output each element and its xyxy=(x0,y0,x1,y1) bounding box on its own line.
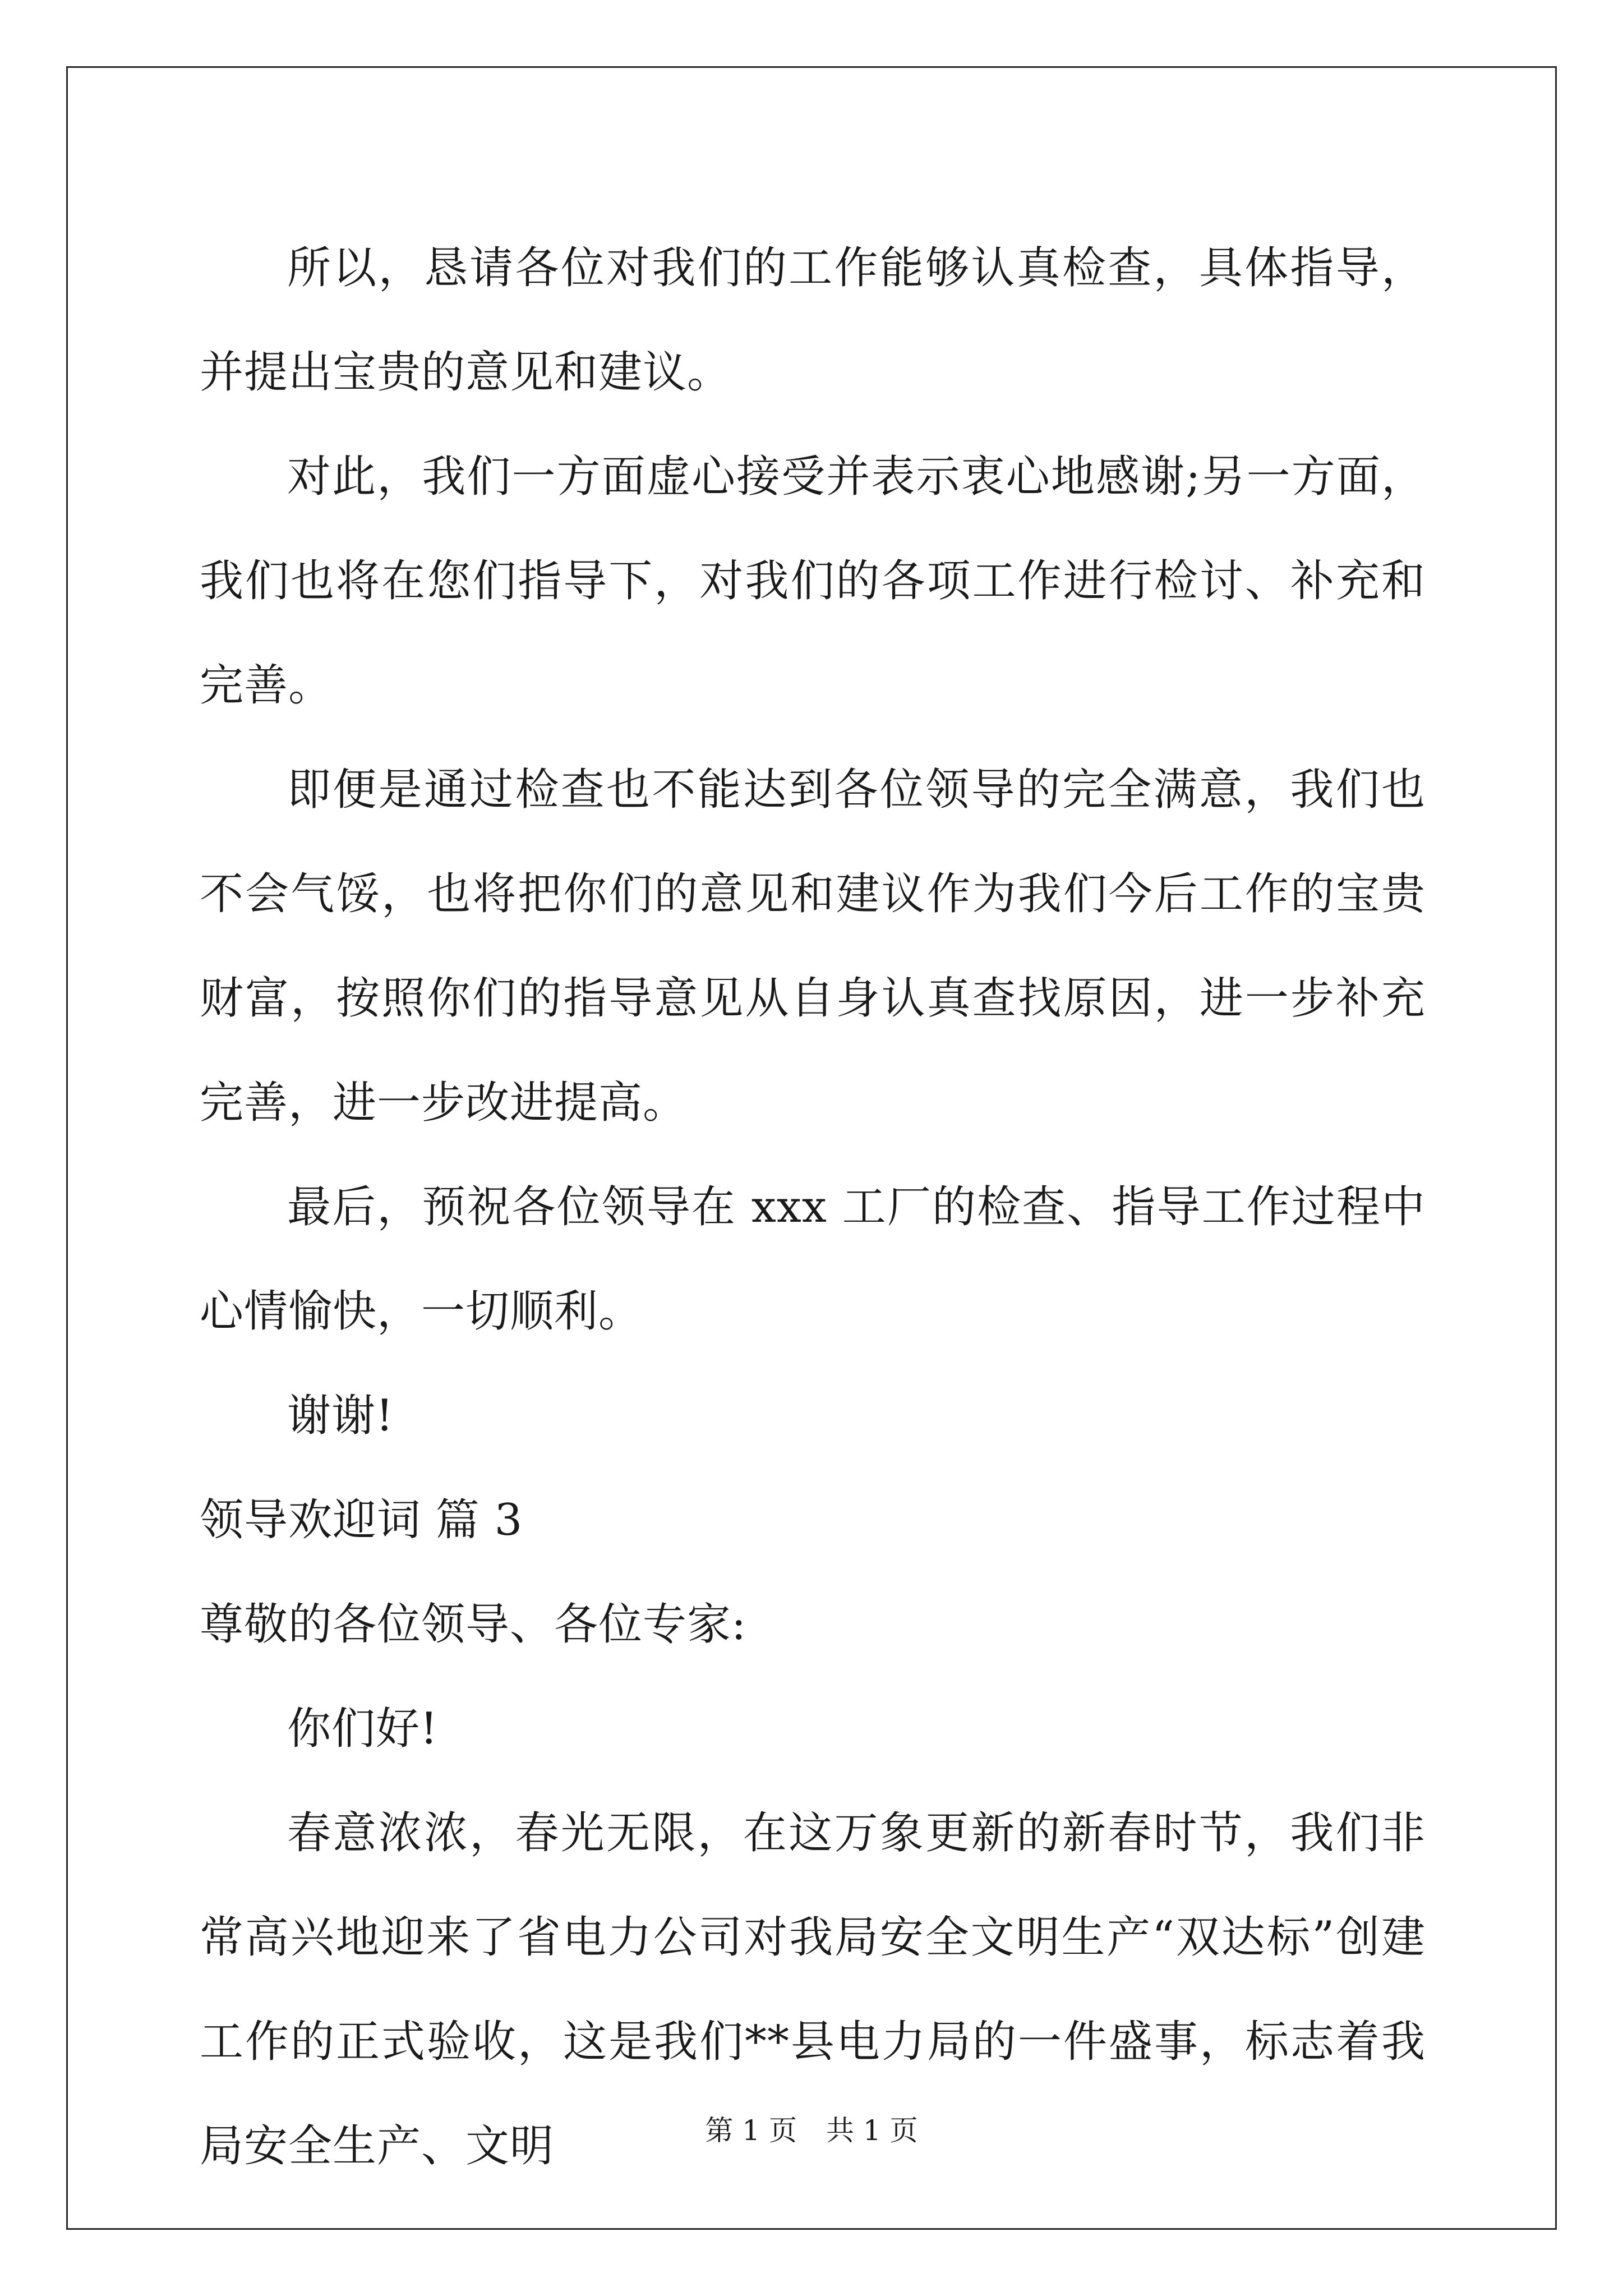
paragraph: 谢谢! xyxy=(287,1391,394,1441)
page-footer xyxy=(0,2108,1623,2148)
paragraph: 对此，我们一方面虚心接受并表示衷心地感谢;另一方面，我们也将在您们指导下，对我们的各项工作进行检讨、补充和完善。 xyxy=(200,452,1426,711)
salutation: 尊敬的各位领导、各位专家: xyxy=(200,1599,747,1650)
document-body xyxy=(200,216,1426,2198)
paragraph: 即便是通过检查也不能达到各位领导的完全满意，我们也不会气馁，也将把你们的意见和建议作为我们今后工作的宝贵财富，按照你们的指导意见从自身认真查找原因，进一步补充完善，进一步改进提高。 xyxy=(200,765,1426,1128)
paragraph: 春意浓浓，春光无限，在这万象更新的新春时节，我们非常高兴地迎来了省电力公司对我局安全文明生产“双达标”创建工作的正式验收，这是我们**县电力局的一件盛事，标志着我局安全生产、文明 xyxy=(200,1808,1426,2171)
greeting: 你们好! xyxy=(287,1704,439,1754)
paragraph: 最后，预祝各位领导在 xxx 工厂的检查、指导工作过程中心情愉快，一切顺利。 xyxy=(200,1182,1426,1337)
section-heading: 领导欢迎词 篇 3 xyxy=(200,1495,523,1545)
paragraph: 所以，恳请各位对我们的工作能够认真检查，具体指导，并提出宝贵的意见和建议。 xyxy=(200,243,1426,398)
page-number: 第 1 页 xyxy=(705,2114,797,2147)
page-total: 共 1 页 xyxy=(826,2114,918,2147)
